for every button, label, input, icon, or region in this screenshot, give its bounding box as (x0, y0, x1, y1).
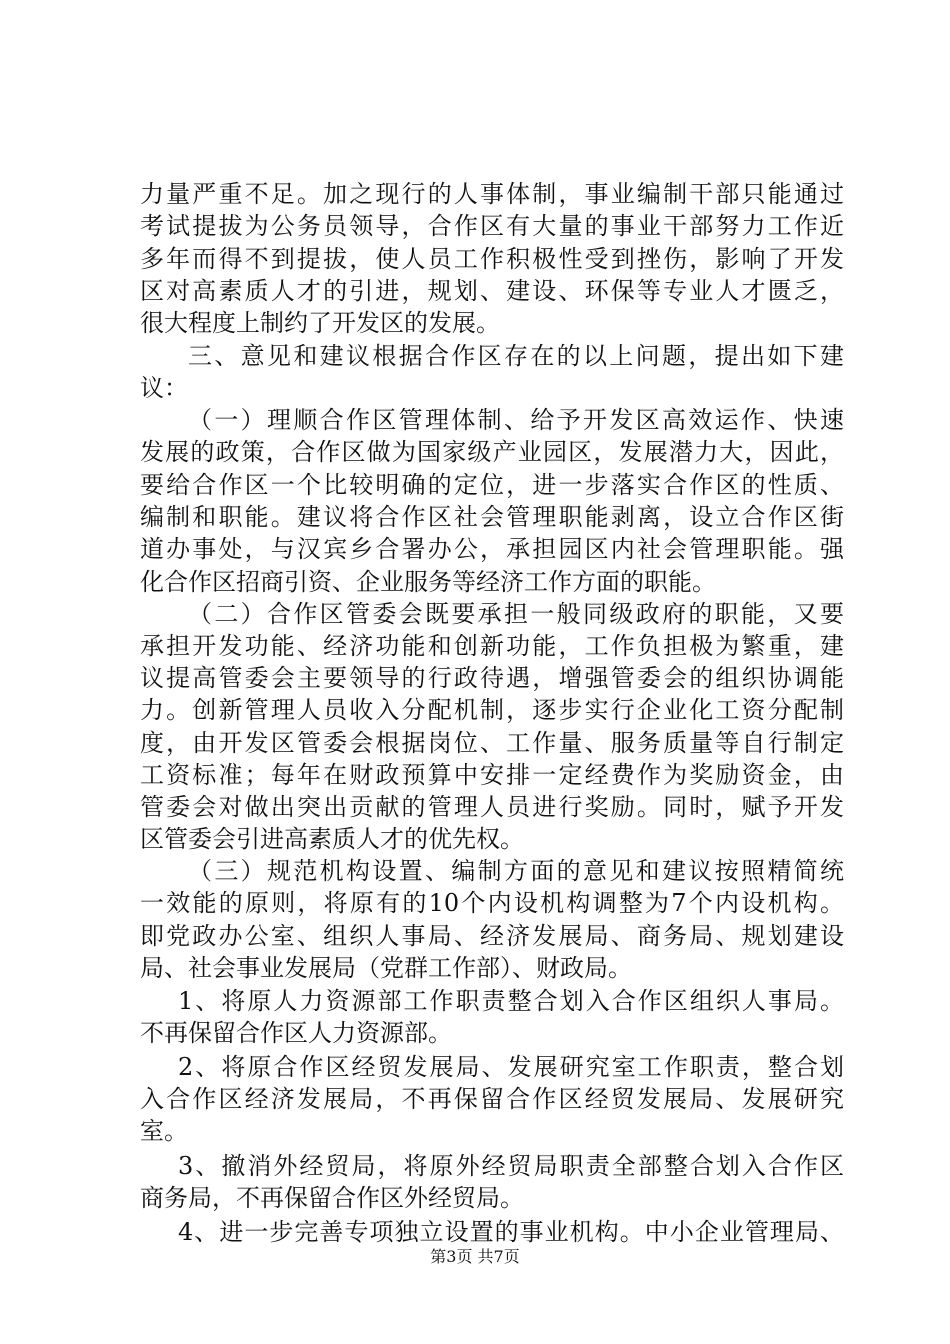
text-line: 要给合作区一个比较明确的定位，进一步落实合作区的性质、 (140, 471, 844, 499)
text-line: 局、社会事业发展局（党群工作部）、财政局。 (140, 954, 632, 982)
text-line: 室。 (140, 1117, 188, 1145)
text-line: 不再保留合作区人力资源部。 (140, 1019, 452, 1047)
text-line: 多年而得不到提拔，使人员工作积极性受到挫伤，影响了开发 (140, 245, 844, 273)
text-line: 区管委会引进高素质人才的优先权。 (140, 825, 524, 853)
text-line: 入合作区经济发展局，不再保留合作区经贸发展局、发展研究 (140, 1085, 844, 1113)
text-line: （二）合作区管委会既要承担一般同级政府的职能，又要 (188, 600, 844, 628)
text-line: 即党政办公室、组织人事局、经济发展局、商务局、规划建设 (140, 922, 844, 950)
text-line: 化合作区招商引资、企业服务等经济工作方面的职能。 (140, 568, 716, 596)
text-line: 管委会对做出突出贡献的管理人员进行奖励。同时，赋予开发 (140, 793, 844, 821)
text-line: 度，由开发区管委会根据岗位、工作量、服务质量等自行制定 (140, 729, 844, 757)
text-line: 考试提拔为公务员领导，合作区有大量的事业干部努力工作近 (140, 212, 844, 240)
text-line: 一效能的原则，将原有的10个内设机构调整为7个内设机构。 (140, 889, 844, 917)
text-line: 1、将原人力资源部工作职责整合划入合作区组织人事局。 (178, 987, 844, 1015)
text-line: 议： (140, 374, 188, 402)
text-line: 2、将原合作区经贸发展局、发展研究室工作职责，整合划 (178, 1053, 844, 1081)
text-line: 力量严重不足。加之现行的人事体制，事业编制干部只能通过 (140, 180, 844, 208)
text-line: 工资标准；每年在财政预算中安排一定经费作为奖励资金，由 (140, 761, 844, 789)
text-line: 三、意见和建议根据合作区存在的以上问题，提出如下建 (188, 342, 844, 370)
text-line: 力。创新管理人员收入分配机制，逐步实行企业化工资分配制 (140, 696, 844, 724)
text-line: 编制和职能。建议将合作区社会管理职能剥离，设立合作区街 (140, 503, 844, 531)
text-line: 商务局，不再保留合作区外经贸局。 (140, 1184, 524, 1212)
text-line: 区对高素质人才的引进，规划、建设、环保等专业人才匮乏， (140, 277, 844, 305)
page-footer: 第3页 共7页 (430, 1247, 520, 1266)
text-line: 发展的政策，合作区做为国家级产业园区，发展潜力大，因此， (140, 438, 844, 466)
text-line: 议提高管委会主要领导的行政待遇，增强管委会的组织协调能 (140, 664, 844, 692)
text-line: 很大程度上制约了开发区的发展。 (140, 309, 500, 337)
text-line: （三）规范机构设置、编制方面的意见和建议按照精简统 (188, 857, 844, 885)
text-line: 3、撤消外经贸局，将原外经贸局职责全部整合划入合作区 (178, 1152, 844, 1180)
text-line: 承担开发功能、经济功能和创新功能，工作负担极为繁重，建 (140, 632, 844, 660)
text-line: （一）理顺合作区管理体制、给予开发区高效运作、快速 (188, 406, 844, 434)
text-line: 4、进一步完善专项独立设置的事业机构。中小企业管理局、 (178, 1218, 844, 1246)
text-line: 道办事处，与汉宾乡合署办公，承担园区内社会管理职能。强 (140, 535, 844, 563)
